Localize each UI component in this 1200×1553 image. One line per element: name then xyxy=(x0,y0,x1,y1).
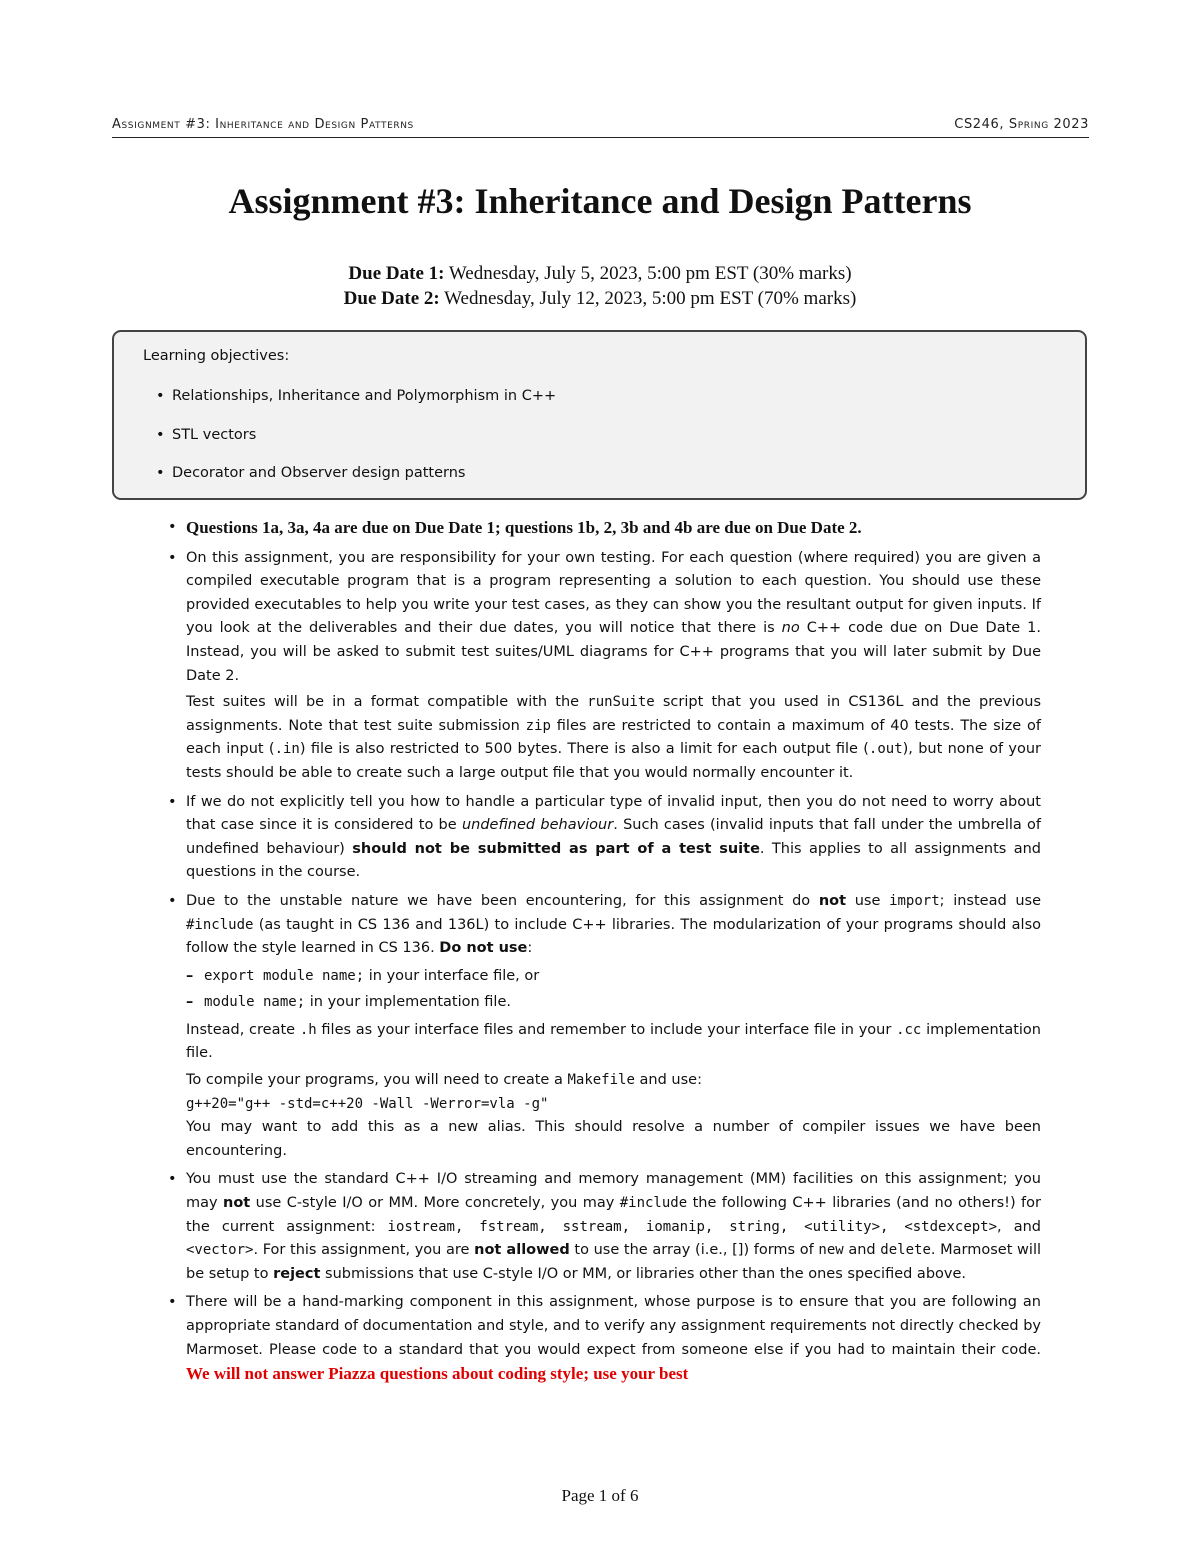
due-date-2-text: Wednesday, July 12, 2023, 5:00 pm EST (70% marks) xyxy=(439,288,857,309)
code-makefile: Makefile xyxy=(567,1072,635,1089)
strong-text: not allowed xyxy=(474,1242,570,1259)
text: in your interface file, or xyxy=(364,967,540,984)
bullet-due-dates xyxy=(186,516,1041,542)
objective-item: • Relationships, Inheritance and Polymorphism in C++ xyxy=(172,388,556,404)
red-warning-text: We will not answer Piazza questions about coding style; use your best xyxy=(186,1364,689,1384)
text: You must use the standard C++ I/O streaming and memory management (MM) facilities on this assignment; you may xyxy=(186,1171,1041,1212)
code-out: .out xyxy=(868,741,903,758)
list-item xyxy=(204,991,1041,1015)
strong-text: not xyxy=(223,1195,251,1212)
do-not-use-list xyxy=(204,965,1041,1015)
header-rule xyxy=(112,137,1089,138)
text: ; instead use xyxy=(939,892,1041,909)
bullet-io-mm xyxy=(186,1168,1041,1286)
strong-text: should not be submitted as part of a test suite xyxy=(352,840,760,857)
code-vector: <vector> xyxy=(186,1242,254,1259)
text: To compile your programs, you will need to create a xyxy=(186,1072,568,1089)
code-zip: zip xyxy=(525,717,551,734)
text: There will be a hand-marking component in this assignment, whose purpose is to ensure that you are following an appropriate standard of documentation and style, and to verify any assignment requirements not directly checked by Marmoset. Please code to a standard that you would expect from someone else if you had to maintain their code. xyxy=(186,1294,1041,1358)
due-date-2 xyxy=(0,288,1200,310)
bullet-due-dates-text: Questions 1a, 3a, 4a are due on Due Date 1; questions 1b, 2, 3b and 4b are due on Due Date 2. xyxy=(186,518,862,537)
text: . Such cases (invalid inputs that fall under the umbrella of undefined behaviour) xyxy=(186,817,1041,857)
text: use xyxy=(846,892,890,909)
header-left: Assignment #3: Inheritance and Design Patterns xyxy=(112,117,414,132)
text: Due to the unstable nature we have been encountering, for this assignment do xyxy=(186,892,819,909)
strong-text: reject xyxy=(273,1265,321,1282)
due-date-1-label: Due Date 1: xyxy=(348,263,445,284)
text: use C-style I/O or MM. More concretely, you may xyxy=(250,1195,620,1212)
due-date-1 xyxy=(0,263,1200,285)
text: files as your interface files and remember to include your interface file in your xyxy=(316,1021,897,1038)
code-h: .h xyxy=(299,1021,317,1038)
text: to use the array (i.e., []) forms of xyxy=(569,1242,819,1259)
text: and xyxy=(843,1242,881,1259)
code-new: new xyxy=(818,1242,844,1259)
text: the following C++ libraries (and no others!) for the current assignment: xyxy=(186,1195,1041,1235)
text: script that you used in CS136L and the previous assignments. Note that test suite submission xyxy=(186,694,1041,734)
code-runsuite: runSuite xyxy=(587,694,655,711)
code-import: import xyxy=(889,892,940,909)
objectives-heading: Learning objectives: xyxy=(143,348,290,364)
due-date-2-label: Due Date 2: xyxy=(343,288,440,309)
code-delete: delete xyxy=(880,1242,931,1259)
text: Instead, create xyxy=(186,1021,300,1038)
code-in: .in xyxy=(274,741,300,758)
code-export-module: export module name; xyxy=(204,967,365,984)
text: submissions that use C-style I/O or MM, or libraries other than the ones specified above. xyxy=(320,1265,967,1282)
text: in your implementation file. xyxy=(305,994,511,1011)
bullet-testing xyxy=(186,547,1041,786)
text: Test suites will be in a format compatible with the xyxy=(186,694,588,711)
strong-text: Do not use xyxy=(439,940,528,957)
text: . This applies to all assignments and questions in the course. xyxy=(186,840,1041,881)
code-cc: .cc xyxy=(896,1021,922,1038)
text: C++ code due on Due Date 1. Instead, you will be asked to submit test suites/UML diagrams for C++ programs that you will later submit by Due Date 2. xyxy=(186,620,1041,684)
emphasis: no xyxy=(781,620,800,637)
page-number: Page 1 of 6 xyxy=(561,1486,639,1505)
text: and use: xyxy=(634,1072,702,1089)
due-date-1-text: Wednesday, July 5, 2023, 5:00 pm EST (30% marks) xyxy=(444,263,852,284)
bullet-hand-marking xyxy=(186,1291,1041,1387)
text: : xyxy=(527,940,533,957)
instructions-list xyxy=(186,516,1041,1393)
code-include: #include xyxy=(186,916,254,933)
text: ), but none of your tests should be able to create such a large output file that you would normally encounter it. xyxy=(186,741,1041,781)
list-item xyxy=(204,965,1041,989)
text: , and xyxy=(997,1218,1042,1235)
code-module: module name; xyxy=(204,994,306,1011)
bullet-undefined-behaviour xyxy=(186,791,1041,885)
code-libraries: iostream, fstream, sstream, iomanip, string, <utility>, <stdexcept> xyxy=(387,1218,998,1235)
text: If we do not explicitly tell you how to handle a particular type of invalid input, then you do not need to worry about that case since it is considered to be xyxy=(186,793,1041,834)
text: You may want to add this as a new alias. This should resolve a number of compiler issues we have been encountering. xyxy=(186,1119,1041,1159)
code-include: #include xyxy=(619,1195,688,1212)
bullet-include xyxy=(186,890,1041,1164)
strong-text: not xyxy=(818,892,847,909)
text: implementation file. xyxy=(186,1021,1041,1062)
text: ) file is also restricted to 500 bytes. There is also a limit for each output file ( xyxy=(299,741,869,758)
objective-item: • Decorator and Observer design patterns xyxy=(172,465,465,481)
running-header xyxy=(112,117,1089,132)
objective-item: • STL vectors xyxy=(172,427,256,443)
emphasis: undefined behaviour xyxy=(461,817,614,834)
header-right: CS246, Spring 2023 xyxy=(954,117,1089,132)
text: . For this assignment, you are xyxy=(253,1242,475,1259)
page-title: Assignment #3: Inheritance and Design Patterns xyxy=(228,181,972,221)
learning-objectives-box xyxy=(112,330,1087,500)
text: . Marmoset will be setup to xyxy=(186,1242,1041,1282)
text: (as taught in CS 136 and 136L) to include C++ libraries. The modularization of your programs should also follow the style learned in CS 136. xyxy=(186,916,1041,957)
code-alias: g++20="g++ -std=c++20 -Wall -Werror=vla -g" xyxy=(186,1095,549,1112)
text: files are restricted to contain a maximum of 40 tests. The size of each input ( xyxy=(186,717,1041,758)
text: On this assignment, you are responsibility for your own testing. For each question (where required) you are given a compiled executable program that is a program representing a solution to each question. You should use these provided executables to help you write your test cases, as they can show you the resultant output for given inputs. If you look at the deliverables and their due dates, you will notice that there is xyxy=(186,549,1041,637)
